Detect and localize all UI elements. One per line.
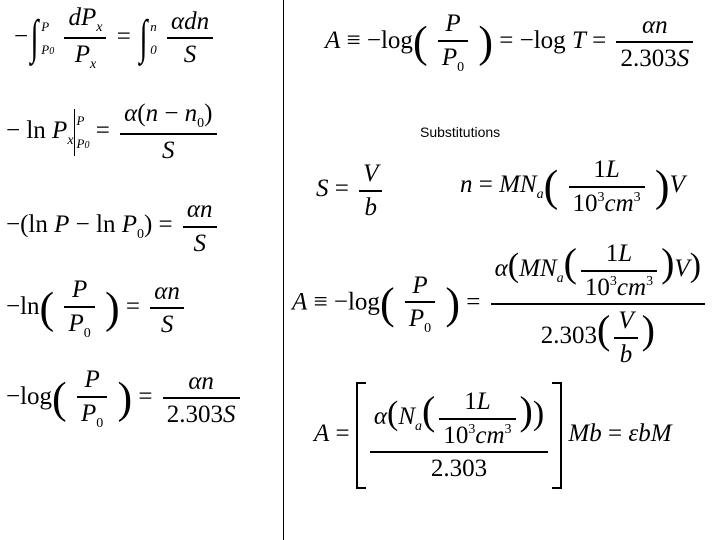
equation-ln-difference: −(ln $P - \ln P_0$) = $\frac{\alpha n}{S}$ <box>6 196 221 257</box>
equation-absorbance-definition: A ≡ −log( $\frac{P}{P_0}$ ) = −log T = $\frac{\alpha n}{2.303S}$ <box>325 10 697 75</box>
equation-ln-ratio: −ln( $\frac{P}{P_0}$ ) = $\frac{\alpha n}{S}$ <box>6 276 188 341</box>
equation-log-ratio: −log( $\frac{P}{P_0}$ ) = $\frac{\alpha n}{2.303S}$ <box>6 366 244 431</box>
equation-ln-limits: − $\ln P_xP$ P0 = $\frac{\alpha(n - n_0)}{S}$ <box>6 100 221 165</box>
substitutions-label: Substitutions <box>420 124 501 140</box>
substitution-s: S = $\frac{V}{b}$ <box>316 160 386 221</box>
equation-integral: −∫ P P0 $\frac{dP_x}{P_x}$ = ∫ n 0 $\frac{\text{αdn}}{S}$ <box>14 4 217 73</box>
substitution-n: $n = MN_a$( $\frac{1L}{10^3cm^3}$ )V <box>460 156 685 217</box>
equation-beer-lambert: A = $\alpha(N_a$( $\frac{1L}{10^3cm^3}$ )) 2.303 Mb = εbM <box>314 382 672 489</box>
equation-absorbance-substituted: A ≡ −log( $\frac{P}{P_0}$ ) = $\alpha(MN_a$( $\frac{1L}{10^3cm^3}$ )V) 2.303( $\frac{V}{b}$ ) <box>292 240 709 368</box>
column-divider <box>283 0 284 540</box>
